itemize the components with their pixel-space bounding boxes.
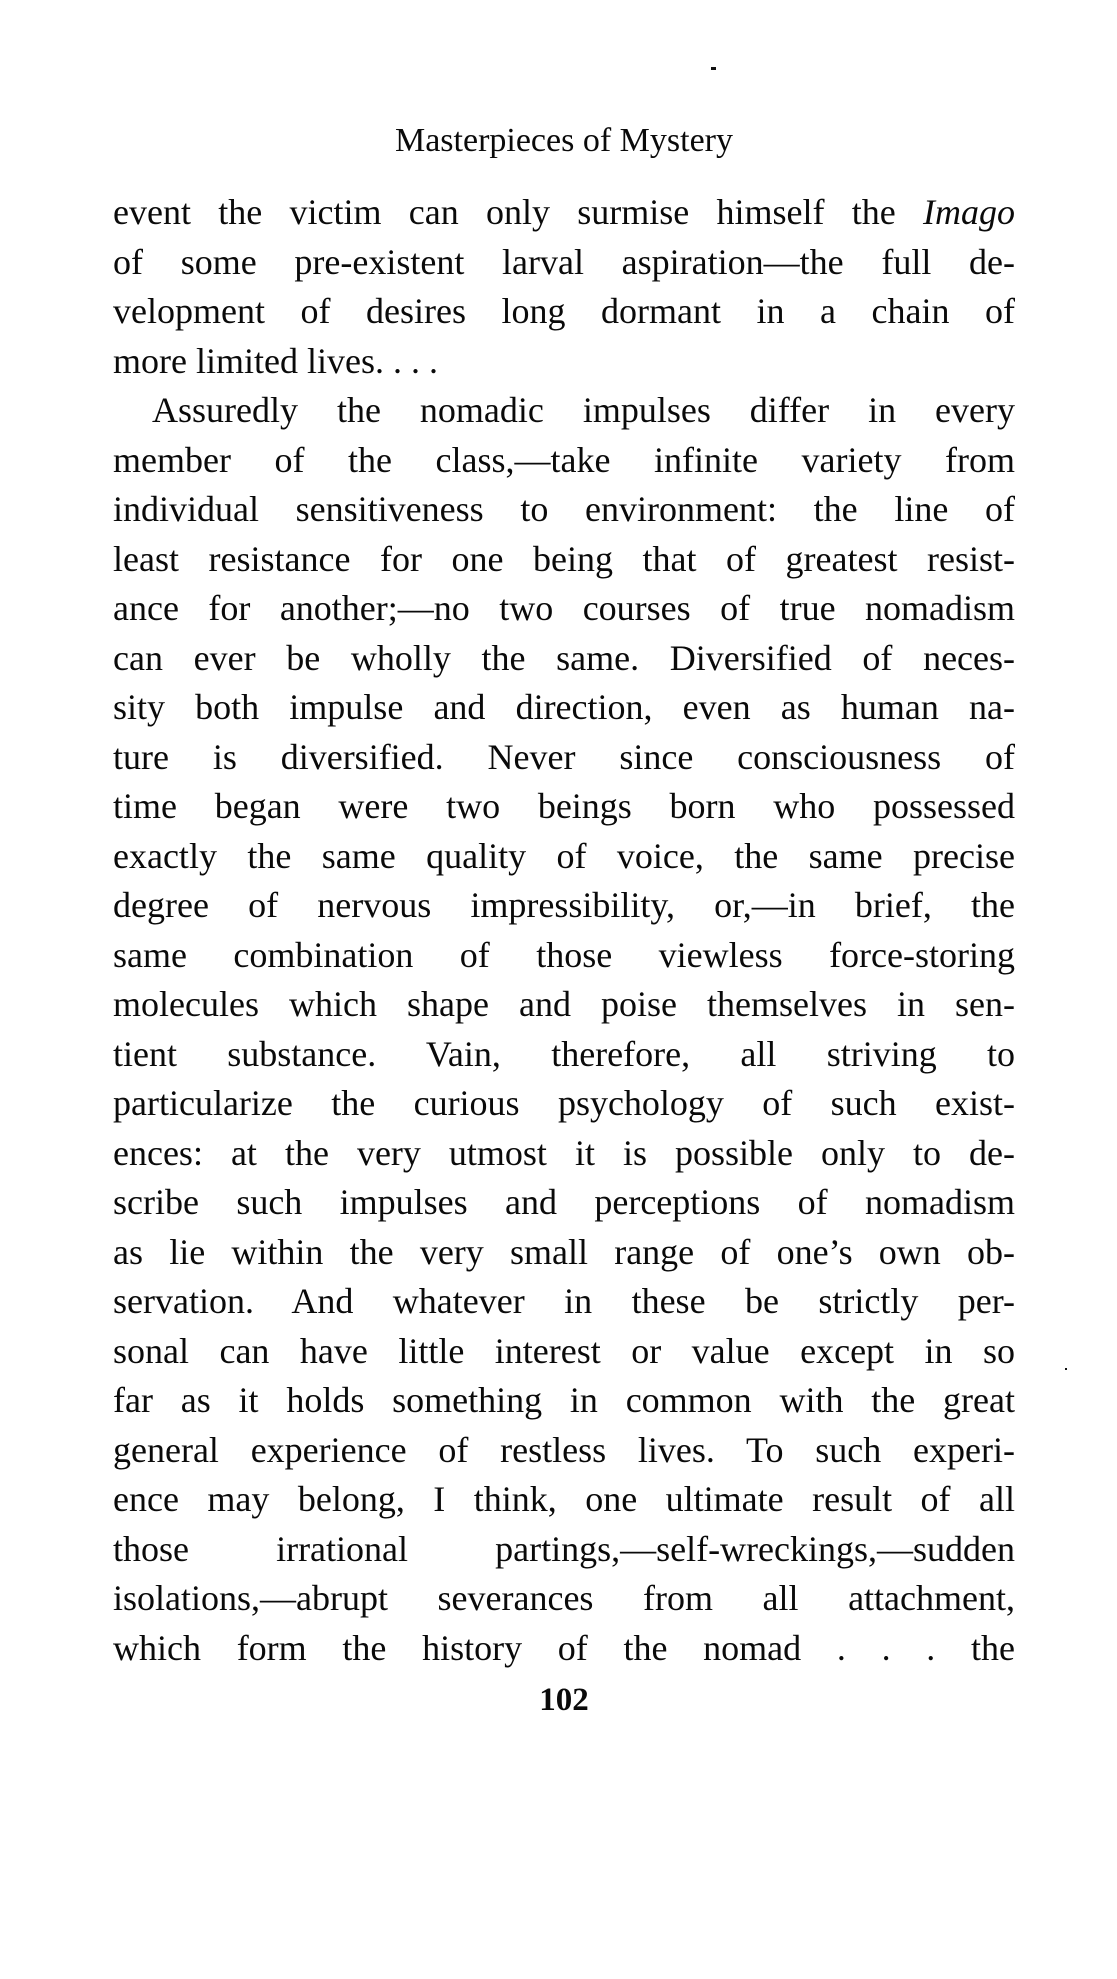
text-line: which form the history of the nomad . . . the — [113, 1627, 1015, 1668]
text-line: molecules which shape and poise themselves in sen- — [113, 984, 1015, 1024]
text-line: tient substance. Vain, therefore, all striving to — [113, 1033, 1015, 1074]
text-line: ance for another;—no two courses of true nomadism — [113, 588, 1015, 628]
text-line: member of the class,—take infinite variety from — [113, 439, 1015, 480]
text-line: scribe such impulses and perceptions of nomadism — [113, 1182, 1015, 1222]
text-line: degree of nervous impressibility, or,—in brief, the — [113, 885, 1015, 925]
text-line: more limited lives. . . . — [113, 340, 438, 381]
running-head: Masterpieces of Mystery — [394, 122, 733, 159]
page-number: 102 — [539, 1682, 589, 1718]
text-line: exactly the same quality of voice, the same precise — [113, 835, 1015, 876]
text-line: sonal can have little interest or value except in so — [113, 1330, 1015, 1371]
scan-speck — [1065, 1368, 1067, 1370]
text-line: as lie within the very small range of one’s own ob- — [113, 1231, 1015, 1272]
text-line: ture is diversified. Never since consciousness of — [113, 736, 1015, 777]
text-line: sity both impulse and direction, even as human na- — [113, 687, 1015, 727]
text-line: velopment of desires long dormant in a chain of — [113, 291, 1015, 331]
text-line: particularize the curious psychology of such exist- — [113, 1083, 1015, 1123]
text-line: general experience of restless lives. To such experi- — [113, 1429, 1015, 1470]
text-line: ences: at the very utmost it is possible only to de- — [113, 1132, 1015, 1173]
text-line: those irrational partings,—self-wreckings,—sudden — [113, 1528, 1015, 1569]
text-line: of some pre-existent larval aspiration—the full de- — [113, 241, 1015, 282]
scan-speck — [711, 67, 716, 70]
text-line: servation. And whatever in these be strictly per- — [113, 1281, 1015, 1321]
text-line: time began were two beings born who possessed — [113, 786, 1015, 826]
text-line: isolations,—abrupt severances from all attachment, — [113, 1578, 1015, 1618]
text-line: event the victim can only surmise himself the Imago — [113, 192, 1015, 232]
italic-term: Imago — [923, 192, 1015, 232]
text-line: can ever be wholly the same. Diversified of neces- — [113, 637, 1015, 678]
text-line: far as it holds something in common with the great — [113, 1380, 1015, 1420]
text-line: same combination of those viewless force-storing — [113, 934, 1015, 975]
text-line: least resistance for one being that of greatest resist- — [113, 538, 1015, 579]
text-line: Assuredly the nomadic impulses differ in every — [152, 390, 1015, 430]
text-line: ence may belong, I think, one ultimate result of all — [113, 1479, 1015, 1519]
text-line: individual sensitiveness to environment: the line of — [113, 489, 1015, 529]
body-text — [113, 188, 1015, 1673]
